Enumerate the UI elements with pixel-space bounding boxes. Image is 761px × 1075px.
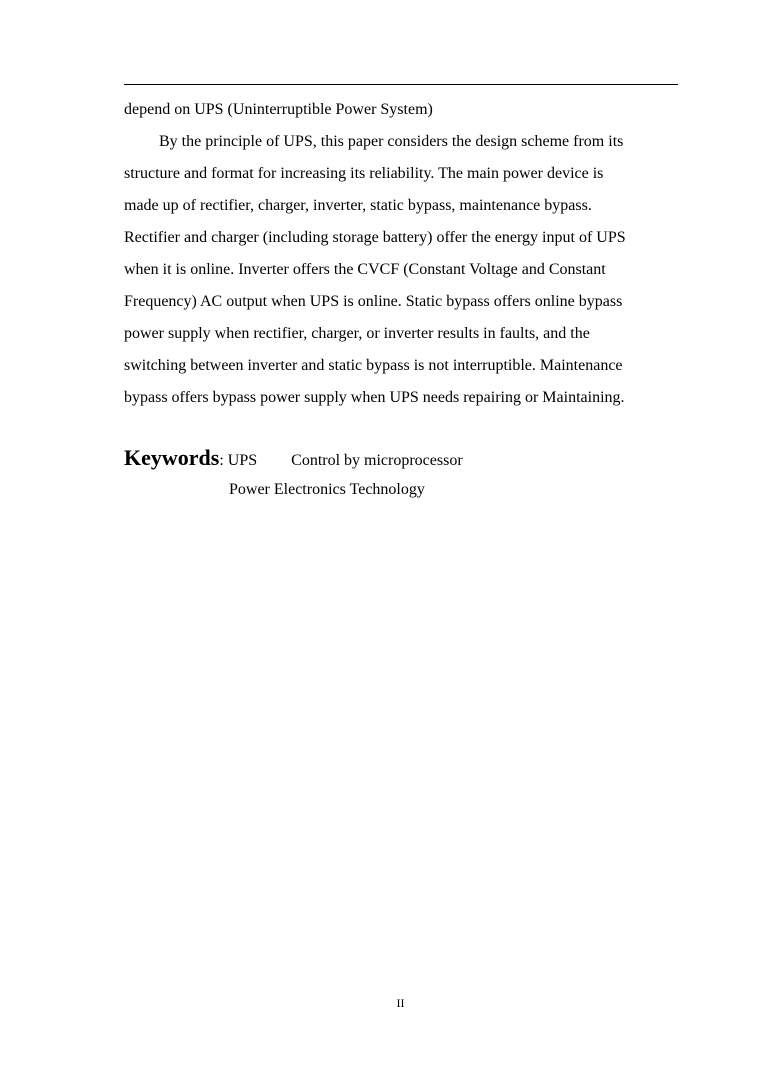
keywords-section bbox=[124, 442, 680, 506]
keyword-item: Power Electronics Technology bbox=[229, 481, 425, 498]
text-line: power supply when rectifier, charger, or inverter results in faults, and the bbox=[124, 325, 590, 342]
keyword-item: UPS bbox=[227, 452, 258, 469]
keywords-separator: : bbox=[219, 452, 228, 469]
keywords-row bbox=[124, 442, 680, 474]
text-line: bypass offers bypass power supply when UPS needs repairing or Maintaining. bbox=[124, 389, 625, 406]
text-line: depend on UPS (Uninterruptible Power System) bbox=[124, 101, 433, 118]
text-line: switching between inverter and static bypass is not interruptible. Maintenance bbox=[124, 357, 623, 374]
text-line: Frequency) AC output when UPS is online. Static bypass offers online bypass bbox=[124, 293, 623, 310]
text-line: By the principle of UPS, this paper considers the design scheme from its bbox=[159, 133, 624, 150]
keyword-item: Control by microprocessor bbox=[291, 452, 463, 469]
page-number: II bbox=[396, 996, 405, 1010]
text-line: structure and format for increasing its reliability. The main power device is bbox=[124, 165, 604, 182]
keywords-label: Keywords bbox=[124, 445, 220, 470]
header-rule bbox=[124, 84, 678, 85]
text-line: made up of rectifier, charger, inverter, static bypass, maintenance bypass. bbox=[124, 197, 592, 214]
text-line: Rectifier and charger (including storage battery) offer the energy input of UPS bbox=[124, 229, 626, 246]
text-line: when it is online. Inverter offers the CVCF (Constant Voltage and Constant bbox=[124, 261, 606, 278]
keywords-row bbox=[124, 474, 680, 506]
abstract-body bbox=[124, 94, 680, 414]
